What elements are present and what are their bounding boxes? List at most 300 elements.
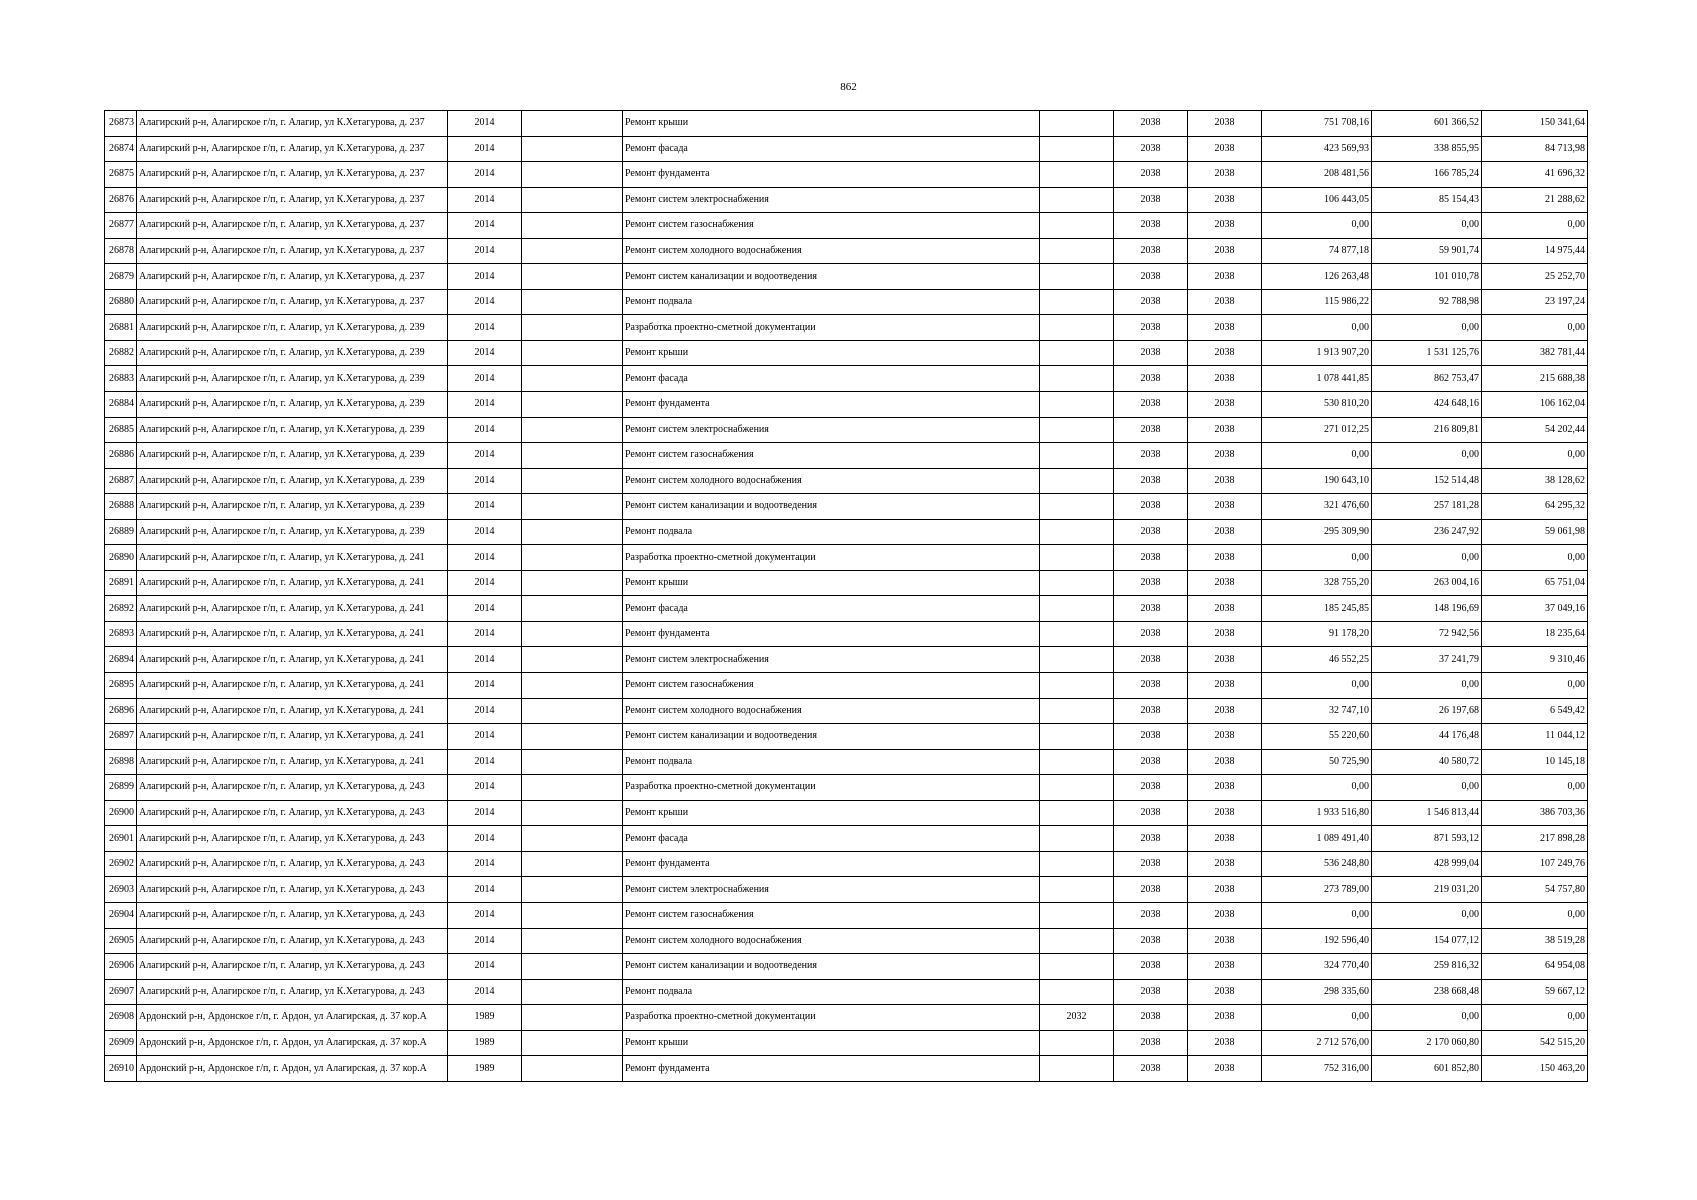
record-number-cell: 26900 — [105, 800, 137, 826]
table-row — [105, 647, 1588, 673]
work-type-cell: Ремонт систем холодного водоснабжения — [623, 238, 1040, 264]
year-built-cell: 2014 — [448, 443, 522, 469]
owner-amount-cell: 217 898,28 — [1482, 826, 1588, 852]
blank-cell — [522, 238, 623, 264]
previous-repair-year-cell — [1040, 826, 1114, 852]
owner-amount-cell: 386 703,36 — [1482, 800, 1588, 826]
year-built-cell: 2014 — [448, 800, 522, 826]
total-cost-cell: 50 725,90 — [1262, 749, 1372, 775]
planned-start-year-cell: 2038 — [1114, 1005, 1188, 1031]
planned-start-year-cell: 2038 — [1114, 826, 1188, 852]
blank-cell — [522, 877, 623, 903]
blank-cell — [522, 519, 623, 545]
record-number-cell: 26883 — [105, 366, 137, 392]
year-built-cell: 2014 — [448, 366, 522, 392]
table-row — [105, 826, 1588, 852]
blank-cell — [522, 775, 623, 801]
table-row — [105, 519, 1588, 545]
record-number-cell: 26874 — [105, 136, 137, 162]
total-cost-cell: 751 708,16 — [1262, 111, 1372, 137]
planned-end-year-cell: 2038 — [1188, 800, 1262, 826]
planned-start-year-cell: 2038 — [1114, 340, 1188, 366]
year-built-cell: 2014 — [448, 111, 522, 137]
planned-start-year-cell: 2038 — [1114, 519, 1188, 545]
address-cell: Алагирский р-н, Алагирское г/п, г. Алагир, ул К.Хетагурова, д. 241 — [137, 724, 448, 750]
address-cell: Алагирский р-н, Алагирское г/п, г. Алагир, ул К.Хетагурова, д. 241 — [137, 647, 448, 673]
planned-start-year-cell: 2038 — [1114, 213, 1188, 239]
record-number-cell: 26904 — [105, 902, 137, 928]
record-number-cell: 26895 — [105, 673, 137, 699]
work-type-cell: Ремонт фундамента — [623, 621, 1040, 647]
record-number-cell: 26910 — [105, 1056, 137, 1082]
planned-end-year-cell: 2038 — [1188, 519, 1262, 545]
previous-repair-year-cell — [1040, 162, 1114, 188]
work-type-cell: Разработка проектно-сметной документации — [623, 1005, 1040, 1031]
total-cost-cell: 1 933 516,80 — [1262, 800, 1372, 826]
blank-cell — [522, 928, 623, 954]
total-cost-cell: 208 481,56 — [1262, 162, 1372, 188]
address-cell: Алагирский р-н, Алагирское г/п, г. Алагир, ул К.Хетагурова, д. 237 — [137, 136, 448, 162]
year-built-cell: 2014 — [448, 775, 522, 801]
previous-repair-year-cell — [1040, 136, 1114, 162]
planned-start-year-cell: 2038 — [1114, 902, 1188, 928]
total-cost-cell: 1 089 491,40 — [1262, 826, 1372, 852]
record-number-cell: 26877 — [105, 213, 137, 239]
total-cost-cell: 0,00 — [1262, 443, 1372, 469]
planned-end-year-cell: 2038 — [1188, 1030, 1262, 1056]
fund-amount-cell: 0,00 — [1372, 443, 1482, 469]
work-type-cell: Ремонт фасада — [623, 136, 1040, 162]
total-cost-cell: 91 178,20 — [1262, 621, 1372, 647]
total-cost-cell: 0,00 — [1262, 545, 1372, 571]
table-row — [105, 340, 1588, 366]
year-built-cell: 2014 — [448, 877, 522, 903]
table-row — [105, 213, 1588, 239]
address-cell: Алагирский р-н, Алагирское г/п, г. Алагир, ул К.Хетагурова, д. 237 — [137, 111, 448, 137]
address-cell: Алагирский р-н, Алагирское г/п, г. Алагир, ул К.Хетагурова, д. 239 — [137, 366, 448, 392]
planned-start-year-cell: 2038 — [1114, 443, 1188, 469]
address-cell: Алагирский р-н, Алагирское г/п, г. Алагир, ул К.Хетагурова, д. 241 — [137, 596, 448, 622]
address-cell: Алагирский р-н, Алагирское г/п, г. Алагир, ул К.Хетагурова, д. 239 — [137, 315, 448, 341]
record-number-cell: 26893 — [105, 621, 137, 647]
work-type-cell: Ремонт систем газоснабжения — [623, 213, 1040, 239]
year-built-cell: 2014 — [448, 954, 522, 980]
year-built-cell: 2014 — [448, 187, 522, 213]
owner-amount-cell: 38 519,28 — [1482, 928, 1588, 954]
owner-amount-cell: 0,00 — [1482, 902, 1588, 928]
record-number-cell: 26881 — [105, 315, 137, 341]
year-built-cell: 2014 — [448, 826, 522, 852]
address-cell: Алагирский р-н, Алагирское г/п, г. Алагир, ул К.Хетагурова, д. 241 — [137, 673, 448, 699]
blank-cell — [522, 673, 623, 699]
total-cost-cell: 32 747,10 — [1262, 698, 1372, 724]
blank-cell — [522, 289, 623, 315]
total-cost-cell: 1 078 441,85 — [1262, 366, 1372, 392]
owner-amount-cell: 106 162,04 — [1482, 392, 1588, 418]
fund-amount-cell: 59 901,74 — [1372, 238, 1482, 264]
fund-amount-cell: 26 197,68 — [1372, 698, 1482, 724]
work-type-cell: Ремонт крыши — [623, 570, 1040, 596]
owner-amount-cell: 0,00 — [1482, 315, 1588, 341]
table-row — [105, 775, 1588, 801]
planned-start-year-cell: 2038 — [1114, 673, 1188, 699]
work-type-cell: Ремонт фундамента — [623, 1056, 1040, 1082]
blank-cell — [522, 800, 623, 826]
previous-repair-year-cell — [1040, 443, 1114, 469]
planned-start-year-cell: 2038 — [1114, 187, 1188, 213]
total-cost-cell: 106 443,05 — [1262, 187, 1372, 213]
planned-end-year-cell: 2038 — [1188, 877, 1262, 903]
planned-end-year-cell: 2038 — [1188, 315, 1262, 341]
address-cell: Алагирский р-н, Алагирское г/п, г. Алагир, ул К.Хетагурова, д. 237 — [137, 162, 448, 188]
total-cost-cell: 74 877,18 — [1262, 238, 1372, 264]
planned-end-year-cell: 2038 — [1188, 443, 1262, 469]
work-type-cell: Ремонт крыши — [623, 111, 1040, 137]
planned-start-year-cell: 2038 — [1114, 136, 1188, 162]
fund-amount-cell: 0,00 — [1372, 315, 1482, 341]
address-cell: Алагирский р-н, Алагирское г/п, г. Алагир, ул К.Хетагурова, д. 237 — [137, 289, 448, 315]
owner-amount-cell: 21 288,62 — [1482, 187, 1588, 213]
work-type-cell: Ремонт фундамента — [623, 162, 1040, 188]
planned-start-year-cell: 2038 — [1114, 851, 1188, 877]
blank-cell — [522, 468, 623, 494]
table-row — [105, 111, 1588, 137]
record-number-cell: 26875 — [105, 162, 137, 188]
fund-amount-cell: 0,00 — [1372, 213, 1482, 239]
total-cost-cell: 536 248,80 — [1262, 851, 1372, 877]
year-built-cell: 2014 — [448, 698, 522, 724]
owner-amount-cell: 0,00 — [1482, 545, 1588, 571]
planned-start-year-cell: 2038 — [1114, 315, 1188, 341]
year-built-cell: 2014 — [448, 570, 522, 596]
address-cell: Алагирский р-н, Алагирское г/п, г. Алагир, ул К.Хетагурова, д. 239 — [137, 392, 448, 418]
planned-end-year-cell: 2038 — [1188, 979, 1262, 1005]
address-cell: Алагирский р-н, Алагирское г/п, г. Алагир, ул К.Хетагурова, д. 237 — [137, 213, 448, 239]
table-row — [105, 366, 1588, 392]
fund-amount-cell: 85 154,43 — [1372, 187, 1482, 213]
blank-cell — [522, 187, 623, 213]
planned-end-year-cell: 2038 — [1188, 673, 1262, 699]
total-cost-cell: 0,00 — [1262, 902, 1372, 928]
previous-repair-year-cell — [1040, 698, 1114, 724]
year-built-cell: 2014 — [448, 673, 522, 699]
table-row — [105, 417, 1588, 443]
owner-amount-cell: 0,00 — [1482, 775, 1588, 801]
owner-amount-cell: 18 235,64 — [1482, 621, 1588, 647]
planned-end-year-cell: 2038 — [1188, 570, 1262, 596]
address-cell: Алагирский р-н, Алагирское г/п, г. Алагир, ул К.Хетагурова, д. 243 — [137, 954, 448, 980]
planned-end-year-cell: 2038 — [1188, 392, 1262, 418]
work-type-cell: Ремонт систем электроснабжения — [623, 417, 1040, 443]
address-cell: Ардонский р-н, Ардонское г/п, г. Ардон, ул Алагирская, д. 37 кор.А — [137, 1005, 448, 1031]
blank-cell — [522, 647, 623, 673]
year-built-cell: 2014 — [448, 928, 522, 954]
year-built-cell: 2014 — [448, 494, 522, 520]
planned-start-year-cell: 2038 — [1114, 238, 1188, 264]
table-row — [105, 443, 1588, 469]
table-row — [105, 877, 1588, 903]
previous-repair-year-cell — [1040, 954, 1114, 980]
blank-cell — [522, 698, 623, 724]
planned-start-year-cell: 2038 — [1114, 954, 1188, 980]
year-built-cell: 1989 — [448, 1030, 522, 1056]
planned-start-year-cell: 2038 — [1114, 1056, 1188, 1082]
work-type-cell: Ремонт фасада — [623, 826, 1040, 852]
blank-cell — [522, 392, 623, 418]
planned-end-year-cell: 2038 — [1188, 902, 1262, 928]
year-built-cell: 2014 — [448, 621, 522, 647]
record-number-cell: 26876 — [105, 187, 137, 213]
year-built-cell: 2014 — [448, 545, 522, 571]
blank-cell — [522, 851, 623, 877]
owner-amount-cell: 54 757,80 — [1482, 877, 1588, 903]
table-row — [105, 570, 1588, 596]
previous-repair-year-cell — [1040, 979, 1114, 1005]
previous-repair-year-cell — [1040, 494, 1114, 520]
planned-start-year-cell: 2038 — [1114, 877, 1188, 903]
work-type-cell: Ремонт систем канализации и водоотведения — [623, 494, 1040, 520]
owner-amount-cell: 9 310,46 — [1482, 647, 1588, 673]
table-row — [105, 315, 1588, 341]
work-type-cell: Ремонт фундамента — [623, 851, 1040, 877]
planned-start-year-cell: 2038 — [1114, 366, 1188, 392]
record-number-cell: 26884 — [105, 392, 137, 418]
fund-amount-cell: 257 181,28 — [1372, 494, 1482, 520]
table-row — [105, 494, 1588, 520]
table-row — [105, 954, 1588, 980]
planned-end-year-cell: 2038 — [1188, 698, 1262, 724]
fund-amount-cell: 0,00 — [1372, 673, 1482, 699]
planned-end-year-cell: 2038 — [1188, 468, 1262, 494]
planned-start-year-cell: 2038 — [1114, 545, 1188, 571]
table-row — [105, 800, 1588, 826]
previous-repair-year-cell — [1040, 851, 1114, 877]
owner-amount-cell: 0,00 — [1482, 673, 1588, 699]
previous-repair-year-cell — [1040, 392, 1114, 418]
planned-end-year-cell: 2038 — [1188, 545, 1262, 571]
blank-cell — [522, 443, 623, 469]
planned-end-year-cell: 2038 — [1188, 775, 1262, 801]
planned-start-year-cell: 2038 — [1114, 724, 1188, 750]
address-cell: Алагирский р-н, Алагирское г/п, г. Алагир, ул К.Хетагурова, д. 243 — [137, 979, 448, 1005]
planned-end-year-cell: 2038 — [1188, 826, 1262, 852]
owner-amount-cell: 10 145,18 — [1482, 749, 1588, 775]
owner-amount-cell: 0,00 — [1482, 1005, 1588, 1031]
address-cell: Алагирский р-н, Алагирское г/п, г. Алагир, ул К.Хетагурова, д. 243 — [137, 800, 448, 826]
table-row — [105, 698, 1588, 724]
record-number-cell: 26908 — [105, 1005, 137, 1031]
blank-cell — [522, 315, 623, 341]
year-built-cell: 2014 — [448, 902, 522, 928]
planned-end-year-cell: 2038 — [1188, 366, 1262, 392]
total-cost-cell: 0,00 — [1262, 213, 1372, 239]
work-type-cell: Разработка проектно-сметной документации — [623, 315, 1040, 341]
planned-end-year-cell: 2038 — [1188, 1056, 1262, 1082]
table-row — [105, 468, 1588, 494]
planned-start-year-cell: 2038 — [1114, 749, 1188, 775]
address-cell: Алагирский р-н, Алагирское г/п, г. Алагир, ул К.Хетагурова, д. 237 — [137, 238, 448, 264]
owner-amount-cell: 64 954,08 — [1482, 954, 1588, 980]
record-number-cell: 26891 — [105, 570, 137, 596]
blank-cell — [522, 111, 623, 137]
record-number-cell: 26905 — [105, 928, 137, 954]
record-number-cell: 26898 — [105, 749, 137, 775]
table-row — [105, 289, 1588, 315]
owner-amount-cell: 107 249,76 — [1482, 851, 1588, 877]
owner-amount-cell: 11 044,12 — [1482, 724, 1588, 750]
total-cost-cell: 752 316,00 — [1262, 1056, 1372, 1082]
owner-amount-cell: 23 197,24 — [1482, 289, 1588, 315]
capital-repair-table — [104, 110, 1588, 1082]
table-row — [105, 621, 1588, 647]
planned-start-year-cell: 2038 — [1114, 264, 1188, 290]
fund-amount-cell: 219 031,20 — [1372, 877, 1482, 903]
blank-cell — [522, 545, 623, 571]
fund-amount-cell: 601 366,52 — [1372, 111, 1482, 137]
year-built-cell: 2014 — [448, 724, 522, 750]
address-cell: Алагирский р-н, Алагирское г/п, г. Алагир, ул К.Хетагурова, д. 241 — [137, 749, 448, 775]
planned-start-year-cell: 2038 — [1114, 111, 1188, 137]
total-cost-cell: 328 755,20 — [1262, 570, 1372, 596]
address-cell: Алагирский р-н, Алагирское г/п, г. Алагир, ул К.Хетагурова, д. 237 — [137, 264, 448, 290]
address-cell: Алагирский р-н, Алагирское г/п, г. Алагир, ул К.Хетагурова, д. 243 — [137, 902, 448, 928]
record-number-cell: 26894 — [105, 647, 137, 673]
previous-repair-year-cell — [1040, 545, 1114, 571]
table-row — [105, 392, 1588, 418]
record-number-cell: 26896 — [105, 698, 137, 724]
record-number-cell: 26892 — [105, 596, 137, 622]
previous-repair-year-cell — [1040, 724, 1114, 750]
work-type-cell: Ремонт подвала — [623, 519, 1040, 545]
blank-cell — [522, 826, 623, 852]
year-built-cell: 2014 — [448, 136, 522, 162]
previous-repair-year-cell: 2032 — [1040, 1005, 1114, 1031]
blank-cell — [522, 724, 623, 750]
record-number-cell: 26886 — [105, 443, 137, 469]
planned-end-year-cell: 2038 — [1188, 954, 1262, 980]
total-cost-cell: 0,00 — [1262, 1005, 1372, 1031]
previous-repair-year-cell — [1040, 621, 1114, 647]
address-cell: Ардонский р-н, Ардонское г/п, г. Ардон, ул Алагирская, д. 37 кор.А — [137, 1056, 448, 1082]
address-cell: Алагирский р-н, Алагирское г/п, г. Алагир, ул К.Хетагурова, д. 239 — [137, 494, 448, 520]
previous-repair-year-cell — [1040, 673, 1114, 699]
year-built-cell: 2014 — [448, 647, 522, 673]
work-type-cell: Ремонт систем канализации и водоотведения — [623, 264, 1040, 290]
blank-cell — [522, 340, 623, 366]
work-type-cell: Ремонт подвала — [623, 979, 1040, 1005]
table-row — [105, 187, 1588, 213]
year-built-cell: 2014 — [448, 289, 522, 315]
total-cost-cell: 0,00 — [1262, 315, 1372, 341]
planned-start-year-cell: 2038 — [1114, 570, 1188, 596]
work-type-cell: Ремонт подвала — [623, 289, 1040, 315]
year-built-cell: 2014 — [448, 315, 522, 341]
address-cell: Алагирский р-н, Алагирское г/п, г. Алагир, ул К.Хетагурова, д. 243 — [137, 928, 448, 954]
table-row — [105, 1005, 1588, 1031]
previous-repair-year-cell — [1040, 366, 1114, 392]
previous-repair-year-cell — [1040, 187, 1114, 213]
work-type-cell: Ремонт крыши — [623, 1030, 1040, 1056]
blank-cell — [522, 213, 623, 239]
previous-repair-year-cell — [1040, 468, 1114, 494]
total-cost-cell: 423 569,93 — [1262, 136, 1372, 162]
work-type-cell: Ремонт систем газоснабжения — [623, 673, 1040, 699]
work-type-cell: Ремонт систем электроснабжения — [623, 187, 1040, 213]
work-type-cell: Ремонт фасада — [623, 596, 1040, 622]
planned-end-year-cell: 2038 — [1188, 647, 1262, 673]
planned-end-year-cell: 2038 — [1188, 340, 1262, 366]
work-type-cell: Ремонт крыши — [623, 340, 1040, 366]
planned-start-year-cell: 2038 — [1114, 468, 1188, 494]
fund-amount-cell: 148 196,69 — [1372, 596, 1482, 622]
previous-repair-year-cell — [1040, 519, 1114, 545]
record-number-cell: 26888 — [105, 494, 137, 520]
total-cost-cell: 324 770,40 — [1262, 954, 1372, 980]
planned-start-year-cell: 2038 — [1114, 928, 1188, 954]
address-cell: Алагирский р-н, Алагирское г/п, г. Алагир, ул К.Хетагурова, д. 241 — [137, 545, 448, 571]
table-row — [105, 673, 1588, 699]
blank-cell — [522, 570, 623, 596]
address-cell: Алагирский р-н, Алагирское г/п, г. Алагир, ул К.Хетагурова, д. 239 — [137, 417, 448, 443]
previous-repair-year-cell — [1040, 111, 1114, 137]
previous-repair-year-cell — [1040, 315, 1114, 341]
planned-start-year-cell: 2038 — [1114, 392, 1188, 418]
previous-repair-year-cell — [1040, 264, 1114, 290]
record-number-cell: 26879 — [105, 264, 137, 290]
year-built-cell: 1989 — [448, 1005, 522, 1031]
blank-cell — [522, 264, 623, 290]
fund-amount-cell: 0,00 — [1372, 545, 1482, 571]
owner-amount-cell: 59 061,98 — [1482, 519, 1588, 545]
planned-end-year-cell: 2038 — [1188, 1005, 1262, 1031]
blank-cell — [522, 1005, 623, 1031]
planned-end-year-cell: 2038 — [1188, 417, 1262, 443]
owner-amount-cell: 0,00 — [1482, 213, 1588, 239]
previous-repair-year-cell — [1040, 902, 1114, 928]
year-built-cell: 2014 — [448, 340, 522, 366]
record-number-cell: 26882 — [105, 340, 137, 366]
work-type-cell: Ремонт систем электроснабжения — [623, 877, 1040, 903]
owner-amount-cell: 382 781,44 — [1482, 340, 1588, 366]
total-cost-cell: 271 012,25 — [1262, 417, 1372, 443]
record-number-cell: 26907 — [105, 979, 137, 1005]
total-cost-cell: 46 552,25 — [1262, 647, 1372, 673]
owner-amount-cell: 25 252,70 — [1482, 264, 1588, 290]
planned-end-year-cell: 2038 — [1188, 264, 1262, 290]
previous-repair-year-cell — [1040, 596, 1114, 622]
work-type-cell: Ремонт подвала — [623, 749, 1040, 775]
year-built-cell: 2014 — [448, 979, 522, 1005]
year-built-cell: 2014 — [448, 238, 522, 264]
work-type-cell: Ремонт систем электроснабжения — [623, 647, 1040, 673]
total-cost-cell: 185 245,85 — [1262, 596, 1372, 622]
planned-end-year-cell: 2038 — [1188, 724, 1262, 750]
address-cell: Алагирский р-н, Алагирское г/п, г. Алагир, ул К.Хетагурова, д. 239 — [137, 340, 448, 366]
owner-amount-cell: 14 975,44 — [1482, 238, 1588, 264]
fund-amount-cell: 338 855,95 — [1372, 136, 1482, 162]
previous-repair-year-cell — [1040, 1030, 1114, 1056]
total-cost-cell: 321 476,60 — [1262, 494, 1372, 520]
planned-start-year-cell: 2038 — [1114, 775, 1188, 801]
fund-amount-cell: 154 077,12 — [1372, 928, 1482, 954]
total-cost-cell: 192 596,40 — [1262, 928, 1372, 954]
record-number-cell: 26899 — [105, 775, 137, 801]
record-number-cell: 26906 — [105, 954, 137, 980]
previous-repair-year-cell — [1040, 647, 1114, 673]
previous-repair-year-cell — [1040, 1056, 1114, 1082]
table-row — [105, 851, 1588, 877]
planned-end-year-cell: 2038 — [1188, 289, 1262, 315]
